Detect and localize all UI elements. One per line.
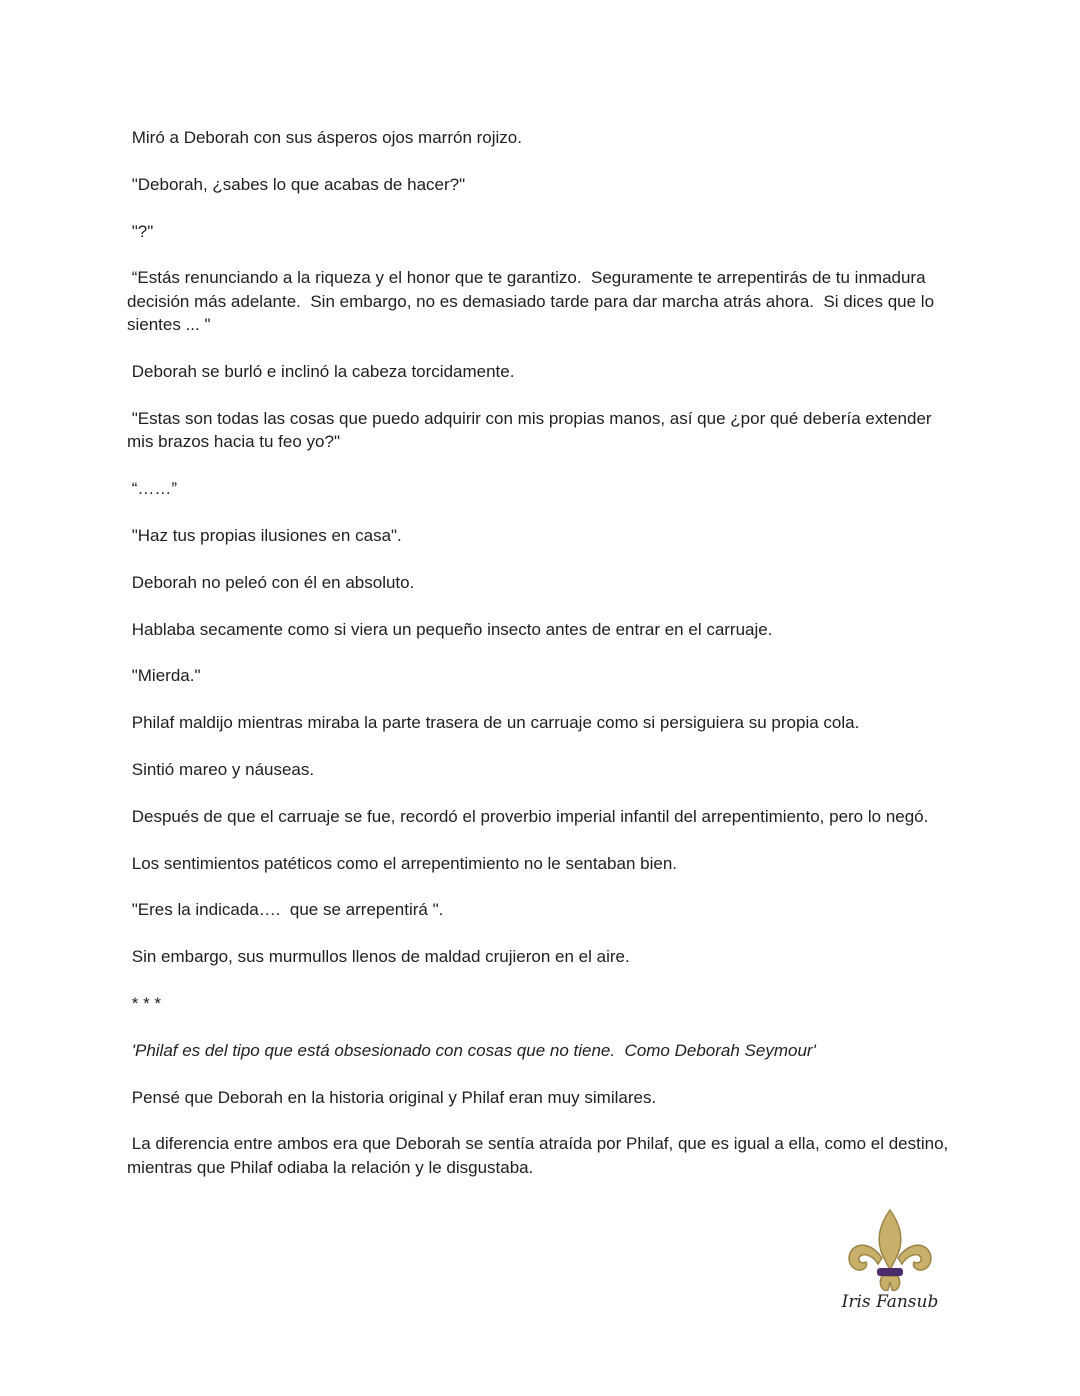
paragraph: Deborah se burló e inclinó la cabeza torcidamente. [127,362,515,382]
paragraph: “……” [127,479,178,499]
paragraph: Deborah no peleó con él en absoluto. [127,572,415,592]
paragraph: "Deborah, ¿sabes lo que acabas de hacer?" [127,174,466,194]
paragraph: Sintió mareo y náuseas. [127,760,315,780]
paragraph: Miró a Deborah con sus ásperos ojos marrón rojizo. [127,128,522,147]
paragraph: "Eres la indicada…. que se arrepentirá ". [127,900,444,920]
paragraph: "Haz tus propias ilusiones en casa". [127,526,402,546]
paragraph: "?" [127,221,154,241]
paragraph: Después de que el carruaje se fue, recordó el proverbio imperial infantil del arrepentimiento, pero lo negó. [127,806,929,826]
paragraph: La diferencia entre ambos era que Deborah se sentía atraída por Philaf, que es igual a ella, como el destino, mientras que Philaf odiaba la relación y le disgustaba. [127,1134,953,1177]
document-body [127,126,957,1203]
paragraph: “Estás renunciando a la riqueza y el honor que te garantizo. Seguramente te arrepentirás de tu inmadura decisión más adelante. Sin embargo, no es demasiado tarde para dar marcha atrás ahora. Si dices que lo sientes ... " [127,268,939,335]
paragraph: "Mierda." [127,666,201,686]
logo-text: Iris Fansub [841,1292,939,1312]
paragraph: * * * [127,994,162,1014]
watermark-logo [838,1208,948,1318]
paragraph: "Estas son todas las cosas que puedo adquirir con mis propias manos, así que ¿por qué debería extender mis brazos hacia tu feo yo?" [127,408,937,452]
paragraph: Los sentimientos patéticos como el arrepentimiento no le sentaban bien. [127,853,678,873]
paragraph: Sin embargo, sus murmullos llenos de maldad crujieron en el aire. [127,947,630,967]
paragraph: 'Philaf es del tipo que está obsesionado con cosas que no tiene. Como Deborah Seymour' [127,1040,816,1060]
paragraph: Hablaba secamente como si viera un pequeño insecto antes de entrar en el carruaje. [127,619,773,639]
paragraph: Philaf maldijo mientras miraba la parte trasera de un carruaje como si persiguiera su propia cola. [127,713,860,733]
fleur-de-lis-icon [844,1208,936,1294]
paragraph: Pensé que Deborah en la historia original y Philaf eran muy similares. [127,1087,657,1107]
